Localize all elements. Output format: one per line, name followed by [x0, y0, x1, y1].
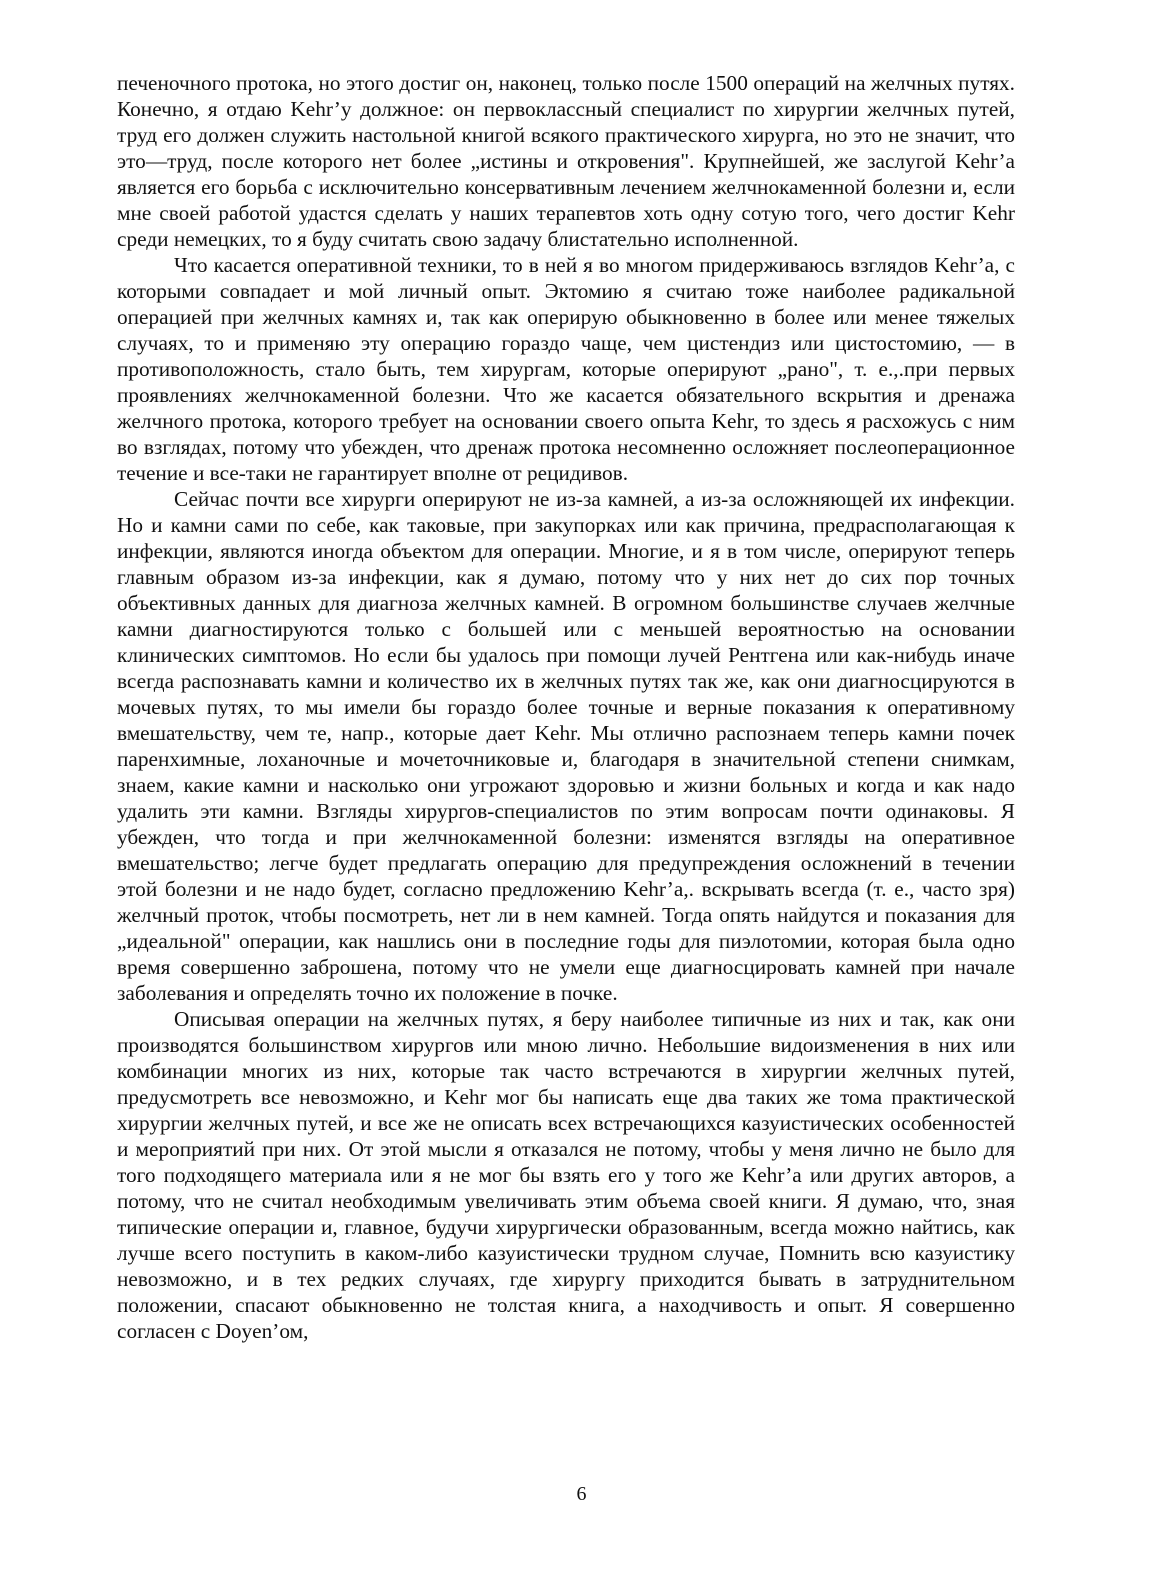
paragraph-2: Что касается оперативной техники, то в ней я во многом придерживаюсь взглядов Kehr’a, с которыми совпадает и мой личный опыт. Эктомию я считаю тоже наиболее радикальной операцией при желчных камнях и, так как оперирую обыкновенно в более или менее тяжелых случаях, то и применяю эту операцию гораздо чаще, чем цистендиз или цистостомию, — в противоположность, стало быть, тем хирургам, которые оперируют „рано", т. е.,.при первых проявлениях желчнокаменной болезни. Что же касается обязательного вскрытия и дренажа желчного протока, которого требует на основании своего опыта Kehr, то здесь я расхожусь с ним во взглядах, потому что убежден, что дренаж протока несомненно осложняет послеоперационное течение и все-таки не гарантирует вполне от рецидивов.: [117, 253, 1015, 485]
paragraph-4: Описывая операции на желчных путях, я беру наиболее типичные из них и так, как они производятся большинством хирургов или мною лично. Небольшие видоизменения в них или комбинации многих из них, которые так часто встречаются в хирургии желчных путей, предусмотреть все невозможно, и Kehr мог бы написать еще два таких же тома практической хирургии желчных путей, и все же не описать всех встречающихся казуистических особенностей и мероприятий при них. От этой мысли я отказался не потому, чтобы у меня лично не было для того подходящего материала или я не мог бы взять его у того же Kehr’a или других авторов, а потому, что не считал необходимым увеличивать этим объема своей книги. Я думаю, что, зная типические операции и, главное, будучи хирургически образованным, всегда можно найтись, как лучше всего поступить в каком-либо казуистически трудном случае, Помнить всю казуистику невозможно, и в тех редких случаях, где хирургу приходится бывать в затруднительном положении, спасают обыкновенно не толстая книга, а находчивость и опыт. Я совершенно согласен с Doyen’ом,: [117, 1007, 1015, 1343]
paragraph-1: печеночного протока, но этого достиг он, наконец, только после 1500 операций на желчных путях. Конечно, я отдаю Kehr’у должное: он первоклассный специалист по хирургии желчных путей, труд его должен служить настольной книгой всякого практического хирурга, но это не значит, что это—труд, после которого нет более „истины и откровения". Крупнейшей, же заслугой Kehr’a является его борьба с исключительно консервативным лечением желчнокаменной болезни и, если мне своей работой удастся сделать у наших терапевтов хоть одну сотую того, чего достиг Kehr среди немецких, то я буду считать свою задачу блистательно исполненной.: [117, 71, 1015, 251]
page-number: 6: [576, 1483, 587, 1505]
document-body: [117, 70, 1015, 1344]
paragraph-3: Сейчас почти все хирурги оперируют не из-за камней, а из-за осложняющей их инфекции. Но и камни сами по себе, как таковые, при закупорках или как причина, предрасполагающая к инфекции, являются иногда объектом для операции. Многие, и я в том числе, оперируют теперь главным образом из-за инфекции, как я думаю, потому что у них нет до сих пор точных объективных данных для диагноза желчных камней. В огромном большинстве случаев желчные камни диагностируются только с большей или с меньшей вероятностью на основании клинических симптомов. Но если бы удалось при помощи лучей Рентгена или как-нибудь иначе всегда распознавать камни и количество их в желчных путях так же, как они диагносцируются в мочевых путях, то мы имели бы гораздо более точные и верные показания к оперативному вмешательству, чем те, напр., которые дает Kehr. Мы отлично распознаем теперь камни почек паренхимные, лоханочные и мочеточниковые и, благодаря в значительной степени снимкам, знаем, какие камни и насколько они угрожают здоровью и жизни больных и когда и как надо удалить эти камни. Взгляды хирургов-специалистов по этим вопросам почти одинаковы. Я убежден, что тогда и при желчнокаменной болезни: изменятся взгляды на оперативное вмешательство; легче будет предлагать операцию для предупреждения осложнений в течении этой болезни и не надо будет, согласно предложению Kehr’a,. вскрывать всегда (т. е., часто зря) желчный проток, чтобы посмотреть, нет ли в нем камней. Тогда опять найдутся и показания для „идеальной" операции, как нашлись они в последние годы для пиэлотомии, которая была одно время совершенно заброшена, потому что не умели еще диагносцировать камней при начале заболевания и определять точно их положение в почке.: [117, 487, 1015, 1005]
